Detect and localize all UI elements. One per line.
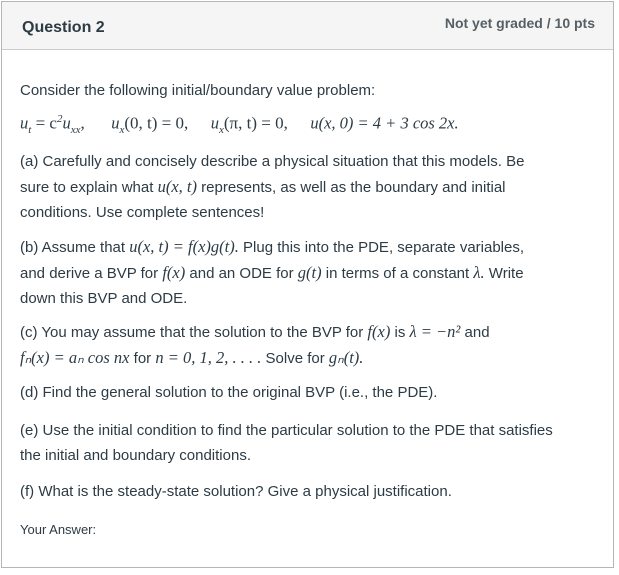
part-a: (a) Carefully and concisely describe a physical situation that this models. Be sure to explain what u(x, t) represents, as well as the boundary and initial conditions. Use complete sentences! — [20, 153, 525, 221]
question-header — [2, 2, 613, 50]
question-title: Question 2 — [22, 19, 105, 36]
part-c: (c) You may assume that the solution to the BVP for f(x) is λ = −n² and fₙ(x) = aₙ cos nx for n = 0, 1, 2, . . . . Solve for gₙ(t). — [20, 322, 490, 367]
part-e: (e) Use the initial condition to find the particular solution to the PDE that satisfies the initial and boundary conditions. — [20, 422, 553, 464]
grading-status: Not yet graded / 10 pts — [444, 15, 595, 31]
problem-equation: $u_t = c^2u_{xx}$, $u_x(0$, t) = 0, $u_x(\pi$, t) = 0, u(x, 0) = 4 + 3 cos 2x. — [20, 113, 459, 137]
part-f: (f) What is the steady-state solution? Give a physical justification. — [20, 483, 452, 500]
question-intro: Consider the following initial/boundary value problem: — [20, 82, 376, 99]
part-b: (b) Assume that u(x, t) = f(x)g(t). Plug this into the PDE, separate variables, and derive a BVP for f(x) and an ODE for g(t) in terms of a constant λ. Write down this BVP and ODE. — [20, 237, 525, 307]
part-d: (d) Find the general solution to the original BVP (i.e., the PDE). — [20, 384, 438, 401]
your-answer-label: Your Answer: — [20, 522, 97, 537]
